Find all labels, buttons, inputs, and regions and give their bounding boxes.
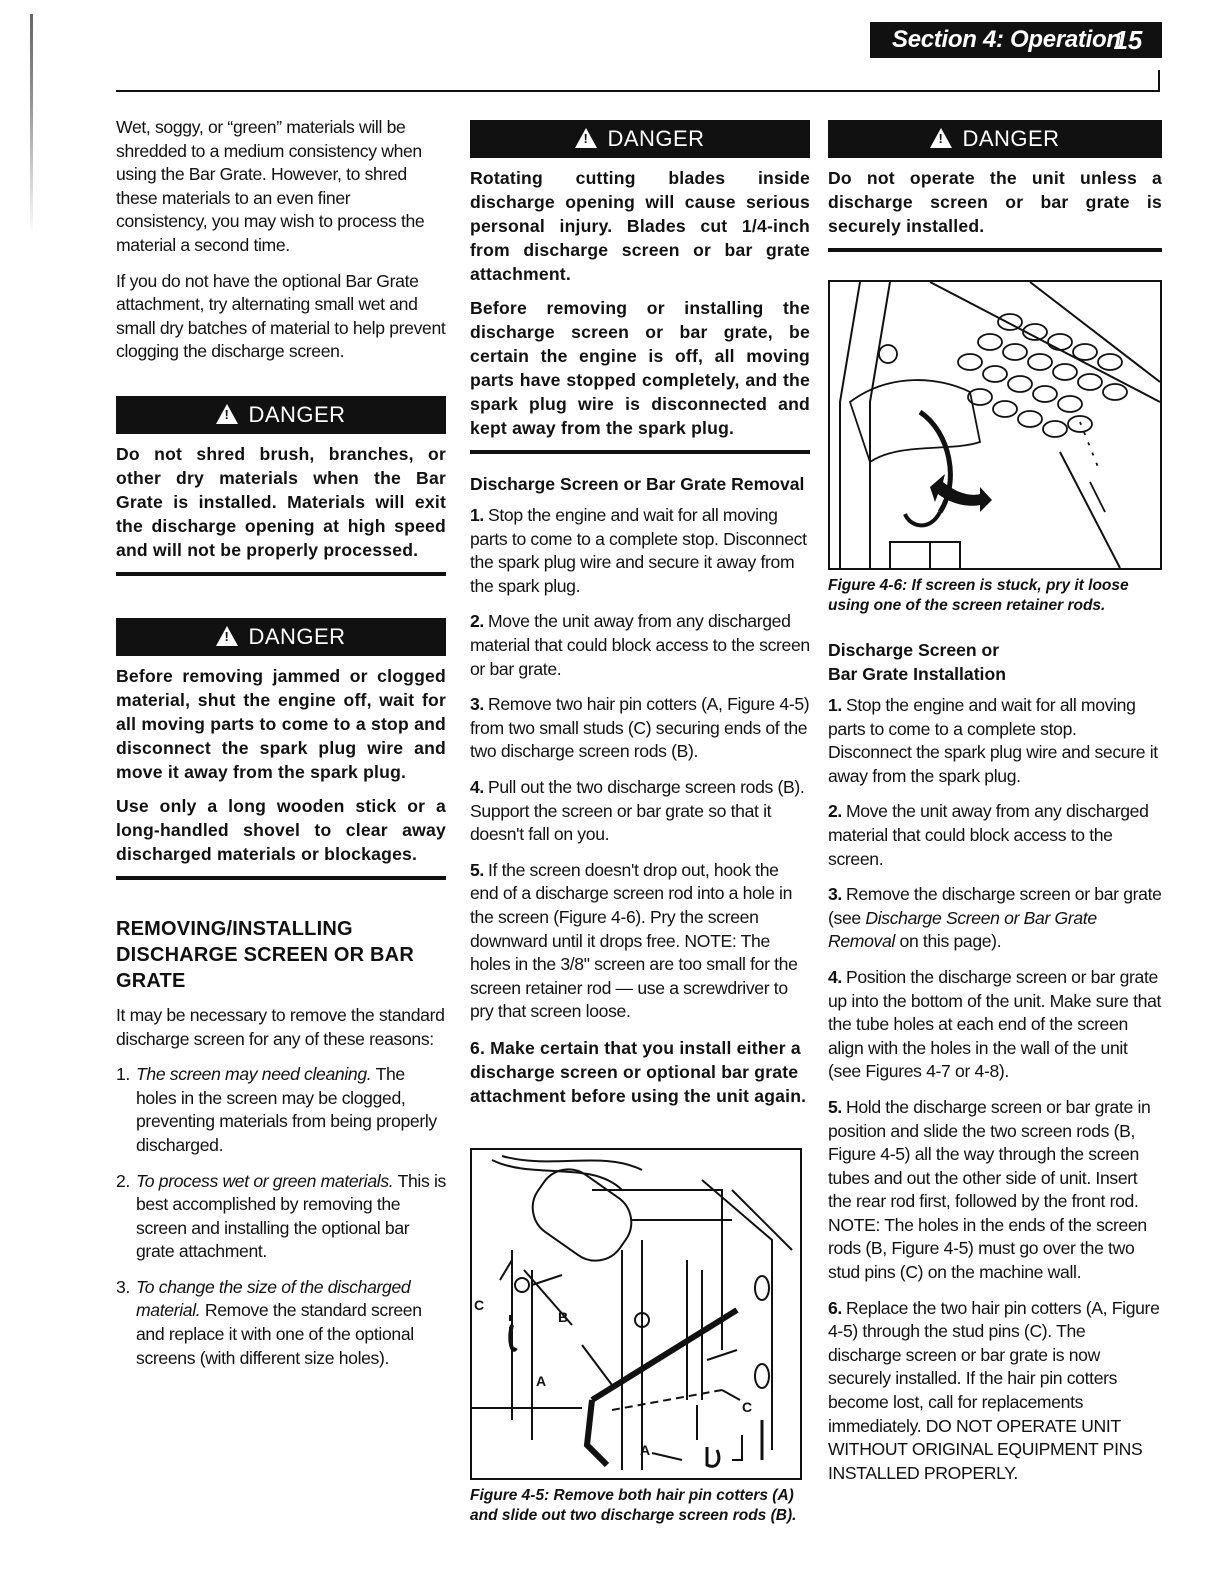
warning-triangle-icon [575,128,597,148]
screen-rods-illustration [472,1150,800,1478]
paragraph-no-bar-grate: If you do not have the optional Bar Grate attachment, try alternating small wet and small dry batches of material to help prevent clogging the discharge screen. [116,270,446,362]
danger-text-blades: Rotating cutting blades inside discharge opening will cause serious personal injury. Blades cut 1/4-inch from discharge screen or bar grate attachment. [470,168,810,284]
danger-label: DANGER [962,126,1060,151]
step-item: 6. Replace the two hair pin cotters (A, Figure 4-5) through the stud pins (C). The discharge screen or bar grate is now securely installed. If the hair pin cotters become lost, call for replacements immediately. DO NOT OPERATE UNIT WITHOUT ORIGINAL EQUIPMENT PINS INSTALLED PROPERLY. [828,1297,1160,1483]
figure-label-c-right: C [742,1398,753,1415]
danger-label: DANGER [248,401,346,427]
danger-banner [470,120,810,158]
danger-text-dry-materials: Do not shred brush, branches, or other dry materials when the Bar Grate is installed. Materials will exit the discharge opening at high speed and will not be properly processed. [116,443,446,560]
step-item: 5. If the screen doesn't drop out, hook the end of a discharge screen rod into a hole in the screen (Figure 4-6). Pry the screen downward until it drops free. NOTE: The holes in the 3/8" screen are too small for the screen retainer rod — use a screwdriver to pry that screen loose. [470,859,798,1022]
figure-4-6-caption: Figure 4-6: If screen is stuck, pry it loose using one of the screen retainer rods. [828,577,1129,614]
subheading-removal: Discharge Screen or Bar Grate Removal [470,474,805,494]
figure-4-6 [828,280,1162,570]
figure-label-a: A [536,1372,547,1389]
subheading-installation-line1: Discharge Screen or [828,640,1000,660]
list-item: 2. To process wet or green materials. This is best accomplished by removing the screen and installing the optional bar grate attachment. [116,1170,446,1262]
page-number: 15 [1113,25,1142,55]
figure-label-b: B [558,1308,569,1325]
figure-4-5-caption: Figure 4-5: Remove both hair pin cotters (A) and slide out two discharge screen rods (B). [470,1486,797,1524]
danger-banner [828,120,1162,158]
column-middle [470,116,810,1526]
list-item: 1. The screen may need cleaning. The holes in the screen may be clogged, preventing materials from being properly discharged. [116,1064,437,1155]
figure-4-5 [470,1148,802,1480]
step-6-warning: 6. Make certain that you install either a discharge screen or optional bar grate attachment before using the unit again. [470,1037,807,1106]
danger-text-jammed: Before removing jammed or clogged material, shut the engine off, wait for all moving parts to come to a stop and disconnect the spark plug wire and move it away from the spark plug. [116,665,446,782]
step-item: 3. Remove the discharge screen or bar grate (see Discharge Screen or Bar Grate Removal on this page). [828,884,1162,952]
figure-label-a-bottom: A [640,1441,651,1458]
subheading-installation-line2: Bar Grate Installation [828,664,1006,684]
danger-label: DANGER [607,126,705,151]
danger-banner [116,618,446,656]
rotate-arrow-icon [930,474,992,512]
step-item: 1. Stop the engine and wait for all moving parts to come to a complete stop. Disconnect the spark plug wire and secure it away from the spark plug. [470,505,807,596]
list-item: 3. To change the size of the discharged material. Remove the standard screen and replace it with one of the optional screens (with different size holes). [116,1276,422,1368]
section-label: Section 4: Operation [892,26,1121,53]
section-header-tab [870,22,1162,58]
danger-text-before-removing: Before removing or installing the discharge screen or bar grate, be certain the engine is off, all moving parts have stopped completely, and the spark plug wire is disconnected and kept away from the spark plug. [470,298,810,438]
step-item: 4. Pull out the two discharge screen rods (B). Support the screen or bar grate so that it doesn't fall on you. [470,776,805,845]
reasons-list [116,1063,446,1370]
danger-text-do-not-operate: Do not operate the unit unless a discharge screen or bar grate is securely installed. [828,168,1162,236]
column-left [116,116,446,1382]
pry-screen-illustration [830,282,1160,568]
step-item: 2. Move the unit away from any discharged material that could block access to the screen or bar grate. [470,611,810,679]
danger-banner [116,396,446,434]
danger-text-wooden-stick: Use only a long wooden stick or a long-handled shovel to clear away discharged materials or blockages. [116,795,446,864]
step-item: 1. Stop the engine and wait for all moving parts to come to a complete stop. Disconnect the spark plug wire and secure it away from the spark plug. [828,695,1158,786]
section-heading: REMOVING/INSTALLING DISCHARGE SCREEN OR BAR GRATE [116,917,414,992]
paragraph-wet-materials: Wet, soggy, or “green” materials will be shredded to a medium consistency when using the Bar Grate. However, to shred these materials to an even finer consistency, you may wish to process the material a second time. [116,117,425,255]
header-rule-tick [1158,70,1160,92]
step-item: 5. Hold the discharge screen or bar grate in position and slide the two screen rods (B, Figure 4-5) all the way through the screen tubes and out the other side of unit. Insert the rear rod first, followed by the front rod. NOTE: The holes in the ends of the screen rods (B, Figure 4-5) must go over the two stud pins (C) on the machine wall. [828,1096,1151,1283]
figure-label-c: C [474,1296,485,1313]
step-item: 4. Position the discharge screen or bar grate up into the bottom of the unit. Make sure that the tube holes at each end of the screen align with the holes in the wall of the unit (see Figures 4-7 or 4-8). [828,966,1162,1082]
step-item: 3. Remove two hair pin cotters (A, Figure 4-5) from two small studs (C) securing ends of the two discharge screen rods (B). [470,694,810,762]
warning-triangle-icon [930,128,952,148]
step-item: 2. Move the unit away from any discharged material that could block access to the screen. [828,801,1149,869]
column-right [828,116,1162,1497]
scan-edge-mark [30,14,33,234]
paragraph-intro: It may be necessary to remove the standard discharge screen for any of these reasons: [116,1004,445,1049]
warning-triangle-icon [216,626,238,646]
danger-label: DANGER [248,623,346,649]
header-rule [116,90,1160,92]
warning-triangle-icon [216,404,238,424]
